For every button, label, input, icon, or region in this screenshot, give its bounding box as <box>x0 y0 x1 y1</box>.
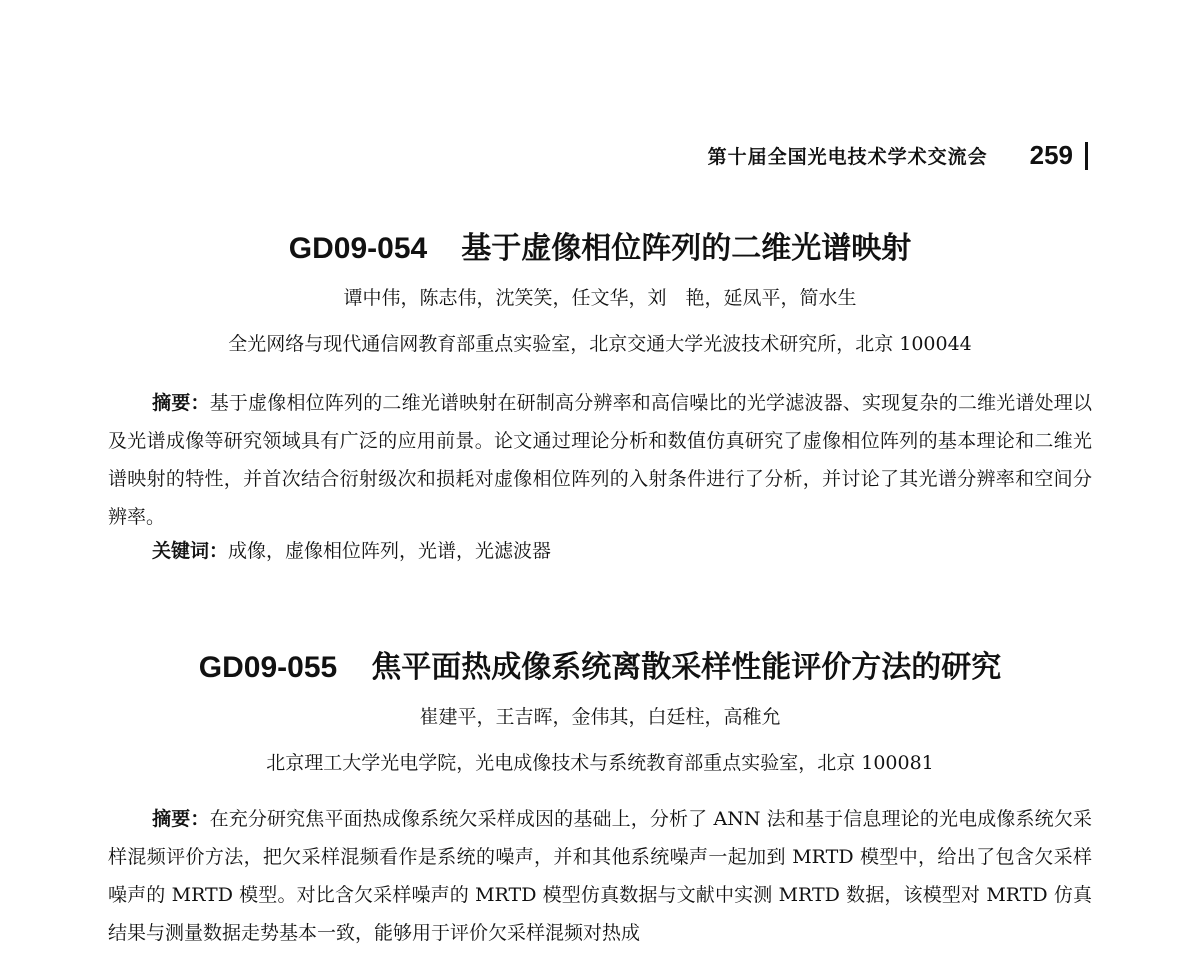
abstract-text: 基于虚像相位阵列的二维光谱映射在研制高分辨率和高信噪比的光学滤波器、实现复杂的二维光谱处理以及光谱成像等研究领域具有广泛的应用前景。论文通过理论分析和数值仿真研究了虚像相位阵列的基本理论和二维光谱映射的特性，并首次结合衍射级次和损耗对虚像相位阵列的入射条件进行了分析，并讨论了其光谱分辨率和空间分辨率。 <box>108 392 1092 528</box>
article-title-text: 焦平面热成像系统离散采样性能评价方法的研究 <box>371 650 1002 685</box>
abstract-text: 在充分研究焦平面热成像系统欠采样成因的基础上，分析了 ANN 法和基于信息理论的光电成像系统欠采样混频评价方法，把欠采样混频看作是系统的噪声，并和其他系统噪声一起加到 MRTD 模型中，给出了包含欠采样噪声的 MRTD 模型。对比含欠采样噪声的 MRTD 模型仿真数据与文献中实测 MRTD 数据，该模型对 MRTD 仿真结果与测量数据走势基本一致，能够用于评价欠采样混频对热成 <box>108 808 1092 944</box>
abstract-paragraph <box>108 800 1092 952</box>
article-affiliation: 全光网络与现代通信网教育部重点实验室，北京交通大学光波技术研究所，北京 100044 <box>228 333 972 355</box>
conference-title: 第十届全国光电技术学术交流会 <box>707 146 988 168</box>
article-gd09-054 <box>0 229 1200 269</box>
article-code: GD09-055 <box>198 651 338 684</box>
keywords-label: 关键词： <box>152 540 229 562</box>
article-title <box>0 648 1200 688</box>
keywords-line <box>152 532 551 570</box>
article-authors: 崔建平，王吉晖，金伟其，白廷柱，高稚允 <box>419 706 781 728</box>
abstract-label: 摘要： <box>152 392 210 414</box>
header-divider <box>1085 142 1088 170</box>
abstract-label: 摘要： <box>152 808 210 830</box>
article-title-text: 基于虚像相位阵列的二维光谱映射 <box>461 231 912 266</box>
abstract-paragraph <box>108 384 1092 536</box>
article-affiliation: 北京理工大学光电学院，光电成像技术与系统教育部重点实验室，北京 100081 <box>266 752 934 774</box>
running-header <box>708 140 1088 171</box>
keywords-text: 成像，虚像相位阵列，光谱，光滤波器 <box>228 540 552 562</box>
article-gd09-055 <box>0 648 1200 688</box>
article-code: GD09-054 <box>288 232 428 265</box>
page-number: 259 <box>1029 140 1073 170</box>
article-title <box>0 229 1200 269</box>
article-authors: 谭中伟，陈志伟，沈笑笑，任文华，刘 艳，延凤平，简水生 <box>343 287 857 309</box>
